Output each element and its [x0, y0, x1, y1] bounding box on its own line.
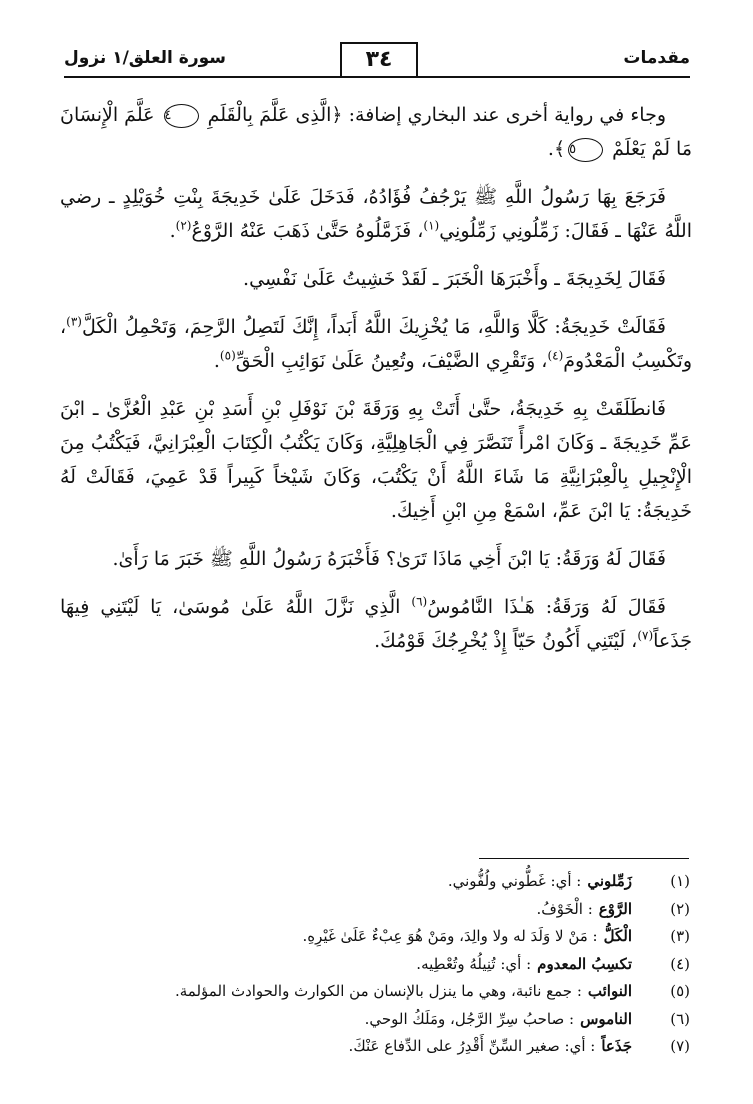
- footnote-separator: [479, 858, 689, 859]
- paragraph-1: [60, 98, 692, 166]
- paragraph-text: ، وتَكْسِبُ الْمَعْدُومَ: [60, 316, 692, 372]
- footnotes-list: [60, 868, 690, 1061]
- paragraph-3: [60, 262, 692, 296]
- ayah-number-marker: ٥: [568, 138, 603, 162]
- footnote-number: (٣): [670, 927, 690, 945]
- footnote-item: [60, 896, 690, 924]
- footnote-term: الرَّوْع: [598, 899, 632, 918]
- footnote-definition: : الْخَوْفُ.: [536, 899, 593, 918]
- paragraph-text: .: [169, 220, 176, 242]
- paragraph-text: فَقَالَ لَهُ وَرَقَةُ: هَـٰذَا النَّامُوسُ: [427, 596, 666, 618]
- footnote-term: جَذَعاً: [601, 1037, 632, 1055]
- paragraph-text: وجاء في رواية أخرى عند البخاري إضافة: ﴿الَّذِى عَلَّمَ بِالْقَلَمِ: [207, 104, 666, 126]
- footnote-item: [60, 1006, 690, 1034]
- paragraph-text: فَقَالَتْ خَدِيجَةُ: كَلَّا وَاللَّهِ، مَا يُخْزِيكَ اللَّهُ أَبَداً، إِنَّكَ لَتَصِلُ الرَّحِمَ، وَتَحْمِلُ الْكَلَّ: [81, 316, 666, 338]
- paragraph-text: عَلَّمَ الْإِنسَانَ مَا لَمْ يَعْلَمْ: [60, 104, 692, 160]
- footnote-ref[interactable]: (٧): [637, 628, 654, 643]
- footnote-ref[interactable]: (٣): [66, 314, 82, 329]
- footnote-definition: : مَنْ لا وَلَدَ له ولا والِدَ، ومَنْ هُوَ عِبْءٌ عَلَىٰ غَيْرِهِ.: [302, 927, 598, 945]
- paragraph-text: ، لَيْتَنِي أَكُونُ حَيّاً إِذْ يُخْرِجُكَ قَوْمُكَ.: [374, 630, 638, 652]
- footnote-item: [60, 923, 690, 951]
- paragraph-text: فَقَالَ لَهُ وَرَقَةُ: يَا ابْنَ أَخِي مَاذَا تَرَىٰ؟ فَأَخْبَرَهُ رَسُولُ اللَّهِ ﷺ خَبَرَ مَا رَأَىٰ.: [112, 548, 666, 570]
- page-number: ٣٤: [340, 42, 418, 76]
- footnote-item: [60, 1033, 690, 1061]
- footnote-ref[interactable]: (١): [423, 218, 440, 233]
- footnote-item: [60, 951, 690, 979]
- footnote-number: (٥): [670, 982, 690, 1000]
- footnote-term: النوائب: [587, 982, 632, 1000]
- paragraph-text: الَّذِي نَزَّلَ اللَّهُ عَلَىٰ مُوسَىٰ، يَا لَيْتَنِي فِيهَا جَذَعاً: [60, 596, 692, 652]
- header-rule: [64, 76, 690, 78]
- main-text: [60, 98, 692, 672]
- footnote-ref[interactable]: (٤): [547, 348, 564, 363]
- footnote-definition: : أي: غَطُّوني ولُفُّوني.: [447, 872, 582, 890]
- section-title: مقدمات: [623, 48, 690, 68]
- paragraph-text: ، وَتَقْرِي الضَّيْفَ، وتُعِينُ عَلَىٰ نَوَائِبِ الْحَقِّ: [235, 350, 548, 372]
- footnote-definition: : جمع نائبة، وهي ما ينزل بالإنسان من الكوارث والحوادث المؤلمة.: [174, 982, 582, 1000]
- footnote-number: (٧): [670, 1037, 690, 1055]
- paragraph-text: فَرَجَعَ بِهَا رَسُولُ اللَّهِ ﷺ يَرْجُفُ فُؤَادُهُ، فَدَخَلَ عَلَىٰ خَدِيجَةَ بِنْتِ خُوَيْلِدٍ ـ رضي اللَّهُ عَنْهَا ـ فَقَالَ: زَمِّلُونِي زَمِّلُونِي: [60, 186, 692, 242]
- footnote-number: (٦): [670, 1009, 690, 1028]
- footnote-term: تكسِبُ المعدوم: [537, 954, 632, 973]
- footnote-term: زَمِّلوني: [587, 872, 632, 890]
- paragraph-text: فَانطَلَقَتْ بِهِ خَدِيجَةُ، حتَّىٰ أَتَتْ بِهِ وَرَقَةَ بْنَ نَوْفَلِ بْنِ أَسَدِ بْنِ عَبْدِ الْعُزَّىٰ ـ ابْنَ عَمِّ خَدِيجَةَ ـ وَكَانَ امْرأً تَنَصَّرَ فِي الْجَاهِلِيَّةِ، وَكَانَ يَكْتُبُ الْكِتَابَ الْعِبْرَانِيَّ، فَيَكْتُبُ مِنَ الْإِنْجِيلِ بِالْعِبْرَانِيَّةِ مَا شَاءَ اللَّهُ أَنْ يَكْتُبَ، وَكَانَ شَيْخاً كَبِيراً قَدْ عَمِيَ، فَقَالَتْ لَهُ خَدِيجَةُ: يَا ابْنَ عَمِّ، اسْمَعْ مِنِ ابْنِ أَخِيكَ.: [60, 398, 692, 522]
- footnote-definition: : أي: صغير السِّنِّ أَقْدِرُ على الدِّفاع عَنْكَ.: [348, 1037, 596, 1055]
- footnote-number: (٤): [670, 954, 690, 973]
- footnote-item: [60, 978, 690, 1006]
- footnote-ref[interactable]: (٢): [175, 218, 192, 233]
- footnote-ref[interactable]: (٥): [219, 348, 236, 363]
- footnote-item: [60, 868, 690, 896]
- paragraph-7: [60, 590, 692, 658]
- footnote-term: الْكَلُّ: [603, 927, 632, 945]
- paragraph-text: .: [213, 350, 220, 372]
- footnote-number: (١): [670, 872, 690, 890]
- paragraph-6: [60, 542, 692, 576]
- footnote-definition: : أي: تُنِيلُهُ وتُعْطِيه.: [416, 954, 532, 973]
- footnote-number: (٢): [670, 899, 690, 918]
- running-header: [64, 42, 690, 82]
- paragraph-text: ﴾.: [547, 138, 566, 160]
- footnote-definition: : صاحبُ سِرِّ الرَّجُل، ومَلَكُ الوحي.: [364, 1009, 575, 1028]
- surah-title: سورة العلق/١ نزول: [64, 48, 226, 68]
- ayah-number-marker: ٤: [164, 104, 199, 128]
- footnote-term: الناموس: [580, 1009, 632, 1028]
- paragraph-text: ، فَزَمَّلُوهُ حَتَّىٰ ذَهَبَ عَنْهُ الرَّوْعُ: [191, 220, 424, 242]
- paragraph-2: [60, 180, 692, 248]
- paragraph-text: فَقَالَ لِخَدِيجَةَ ـ وأَخْبَرَهَا الْخَبَرَ ـ لَقَدْ خَشِيتُ عَلَىٰ نَفْسِي.: [243, 268, 666, 290]
- paragraph-4: [60, 310, 692, 378]
- footnote-ref[interactable]: (٦): [411, 594, 428, 609]
- paragraph-5: [60, 392, 692, 528]
